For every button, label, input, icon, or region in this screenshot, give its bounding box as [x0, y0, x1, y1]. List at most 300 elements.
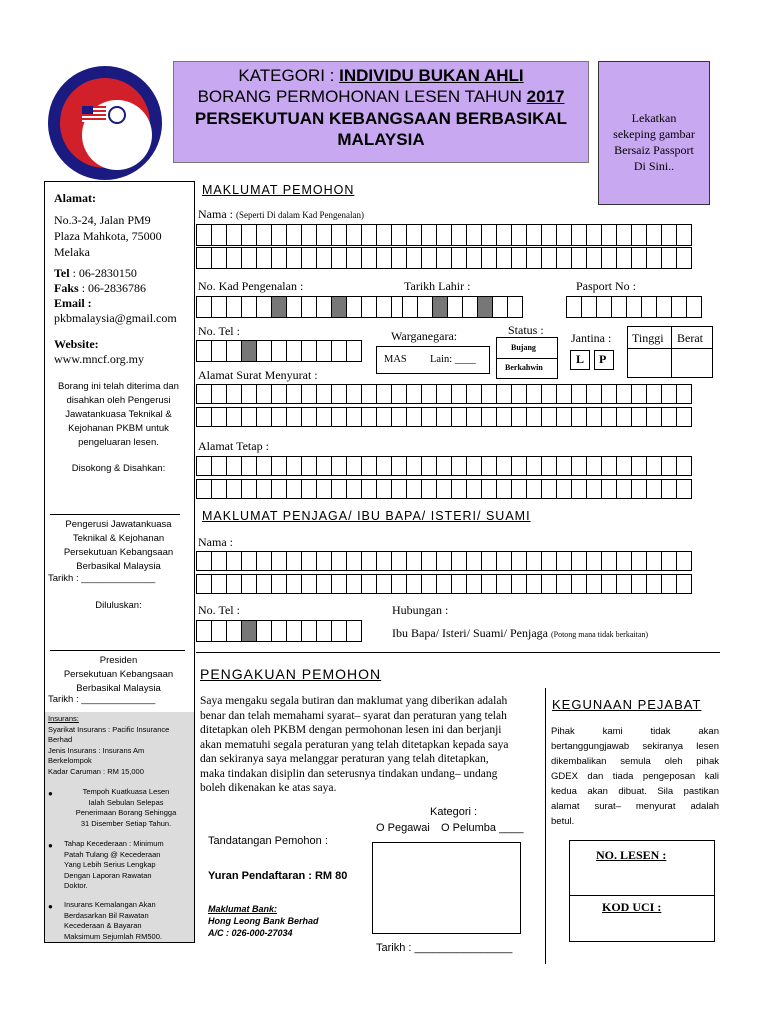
input-cell[interactable] [676, 407, 692, 427]
input-cell[interactable] [631, 224, 647, 246]
input-cell[interactable] [646, 479, 662, 499]
input-cell[interactable] [596, 296, 612, 318]
input-cell[interactable] [316, 384, 332, 404]
input-cell[interactable] [286, 574, 302, 594]
input-cell[interactable] [541, 224, 557, 246]
input-cell[interactable] [241, 551, 257, 571]
input-cell[interactable] [406, 574, 422, 594]
penjaga-nama-row1[interactable] [196, 551, 691, 571]
input-cell[interactable] [661, 247, 677, 269]
input-cell[interactable] [271, 574, 287, 594]
passport-input[interactable] [566, 296, 701, 318]
input-cell[interactable] [226, 384, 242, 404]
input-cell[interactable] [421, 574, 437, 594]
input-cell[interactable] [451, 384, 467, 404]
input-cell[interactable] [256, 479, 272, 499]
input-cell[interactable] [226, 340, 242, 362]
input-cell[interactable] [241, 456, 257, 476]
input-cell[interactable] [361, 479, 377, 499]
input-cell[interactable] [316, 479, 332, 499]
input-cell[interactable] [241, 384, 257, 404]
input-cell[interactable] [646, 407, 662, 427]
input-cell[interactable] [526, 574, 542, 594]
input-cell[interactable] [286, 247, 302, 269]
input-cell[interactable] [406, 479, 422, 499]
input-cell[interactable] [256, 551, 272, 571]
input-cell[interactable] [361, 296, 377, 318]
input-cell[interactable] [616, 384, 632, 404]
input-cell[interactable] [526, 407, 542, 427]
input-cell[interactable] [406, 224, 422, 246]
input-cell[interactable] [676, 456, 692, 476]
warga-mas[interactable]: MAS [384, 354, 407, 365]
input-cell[interactable] [646, 224, 662, 246]
input-cell[interactable] [686, 296, 702, 318]
input-cell[interactable] [586, 551, 602, 571]
ic-input[interactable] [196, 296, 406, 318]
input-cell[interactable] [481, 384, 497, 404]
input-cell[interactable] [331, 479, 347, 499]
input-cell[interactable] [211, 247, 227, 269]
input-cell[interactable] [496, 479, 512, 499]
input-cell[interactable] [196, 247, 212, 269]
status-bujang[interactable]: Bujang [511, 343, 536, 352]
input-cell[interactable] [376, 384, 392, 404]
input-cell[interactable] [346, 340, 362, 362]
input-cell[interactable] [421, 224, 437, 246]
input-cell[interactable] [211, 384, 227, 404]
input-cell[interactable] [526, 456, 542, 476]
input-cell[interactable] [196, 551, 212, 571]
input-cell[interactable] [616, 551, 632, 571]
penjaga-nama-row2[interactable] [196, 574, 691, 594]
input-cell[interactable] [676, 479, 692, 499]
input-cell[interactable] [391, 551, 407, 571]
input-cell[interactable] [391, 456, 407, 476]
input-cell[interactable] [241, 224, 257, 246]
input-cell[interactable] [241, 479, 257, 499]
input-cell[interactable] [301, 407, 317, 427]
input-cell[interactable] [451, 224, 467, 246]
input-cell[interactable] [196, 296, 212, 318]
input-cell[interactable] [676, 574, 692, 594]
input-cell[interactable] [211, 407, 227, 427]
input-cell[interactable] [361, 456, 377, 476]
input-cell[interactable] [301, 296, 317, 318]
input-cell[interactable] [226, 574, 242, 594]
input-cell[interactable] [451, 551, 467, 571]
input-cell[interactable] [361, 551, 377, 571]
input-cell[interactable] [466, 479, 482, 499]
input-cell[interactable] [316, 620, 332, 642]
input-cell[interactable] [481, 456, 497, 476]
input-cell[interactable] [541, 407, 557, 427]
input-cell[interactable] [631, 384, 647, 404]
input-cell[interactable] [616, 479, 632, 499]
input-cell[interactable] [466, 456, 482, 476]
input-cell[interactable] [376, 479, 392, 499]
input-cell[interactable] [626, 296, 642, 318]
input-cell[interactable] [241, 247, 257, 269]
input-cell[interactable] [526, 384, 542, 404]
input-cell[interactable] [346, 296, 362, 318]
input-cell[interactable] [331, 407, 347, 427]
input-cell[interactable] [496, 384, 512, 404]
input-cell[interactable] [451, 574, 467, 594]
input-cell[interactable] [391, 224, 407, 246]
input-cell[interactable] [661, 479, 677, 499]
input-cell[interactable] [361, 574, 377, 594]
input-cell[interactable] [196, 574, 212, 594]
nama-row2[interactable] [196, 247, 691, 269]
input-cell[interactable] [301, 479, 317, 499]
input-cell[interactable] [316, 456, 332, 476]
input-cell[interactable] [346, 224, 362, 246]
input-cell[interactable] [541, 574, 557, 594]
input-cell[interactable] [526, 247, 542, 269]
alamat-tetap-row2[interactable] [196, 479, 691, 499]
input-cell[interactable] [301, 224, 317, 246]
website-value[interactable]: www.mncf.org.my [54, 352, 144, 366]
input-cell[interactable] [271, 407, 287, 427]
input-cell[interactable] [421, 456, 437, 476]
input-cell[interactable] [646, 384, 662, 404]
input-cell[interactable] [286, 340, 302, 362]
input-cell[interactable] [481, 247, 497, 269]
input-cell[interactable] [346, 551, 362, 571]
input-cell[interactable] [346, 247, 362, 269]
input-cell[interactable] [391, 479, 407, 499]
input-cell[interactable] [656, 296, 672, 318]
input-cell[interactable] [611, 296, 627, 318]
input-cell[interactable] [421, 384, 437, 404]
input-cell[interactable] [631, 479, 647, 499]
input-cell[interactable] [331, 574, 347, 594]
input-cell[interactable] [481, 574, 497, 594]
input-cell[interactable] [376, 247, 392, 269]
input-cell[interactable] [211, 340, 227, 362]
input-cell[interactable] [286, 551, 302, 571]
input-cell[interactable] [421, 407, 437, 427]
input-cell[interactable] [601, 384, 617, 404]
input-cell[interactable] [526, 224, 542, 246]
input-cell[interactable] [256, 224, 272, 246]
signature-box[interactable] [372, 842, 521, 934]
input-cell[interactable] [481, 551, 497, 571]
input-cell[interactable] [496, 456, 512, 476]
alamat-surat-row1[interactable] [196, 384, 691, 404]
input-cell[interactable] [566, 296, 582, 318]
input-cell[interactable] [466, 384, 482, 404]
input-cell[interactable] [391, 247, 407, 269]
input-cell[interactable] [481, 479, 497, 499]
input-cell[interactable] [586, 574, 602, 594]
input-cell[interactable] [511, 456, 527, 476]
input-cell[interactable] [616, 247, 632, 269]
input-cell[interactable] [331, 340, 347, 362]
input-cell[interactable] [241, 296, 257, 318]
input-cell[interactable] [331, 551, 347, 571]
input-cell[interactable] [571, 224, 587, 246]
hubungan-row[interactable] [392, 626, 648, 641]
input-cell[interactable] [271, 296, 287, 318]
input-cell[interactable] [601, 407, 617, 427]
input-cell[interactable] [196, 384, 212, 404]
input-cell[interactable] [316, 296, 332, 318]
input-cell[interactable] [226, 620, 242, 642]
input-cell[interactable] [571, 407, 587, 427]
dob-input[interactable] [402, 296, 522, 318]
input-cell[interactable] [661, 456, 677, 476]
input-cell[interactable] [316, 224, 332, 246]
input-cell[interactable] [436, 407, 452, 427]
input-cell[interactable] [586, 384, 602, 404]
input-cell[interactable] [241, 574, 257, 594]
input-cell[interactable] [466, 224, 482, 246]
input-cell[interactable] [631, 574, 647, 594]
input-cell[interactable] [361, 407, 377, 427]
input-cell[interactable] [211, 479, 227, 499]
input-cell[interactable] [406, 551, 422, 571]
input-cell[interactable] [451, 456, 467, 476]
input-cell[interactable] [346, 456, 362, 476]
input-cell[interactable] [271, 247, 287, 269]
input-cell[interactable] [301, 247, 317, 269]
input-cell[interactable] [376, 551, 392, 571]
nama-row1[interactable] [196, 224, 691, 246]
input-cell[interactable] [496, 224, 512, 246]
input-cell[interactable] [211, 551, 227, 571]
input-cell[interactable] [451, 247, 467, 269]
input-cell[interactable] [496, 551, 512, 571]
input-cell[interactable] [436, 456, 452, 476]
input-cell[interactable] [286, 296, 302, 318]
input-cell[interactable] [616, 224, 632, 246]
input-cell[interactable] [316, 407, 332, 427]
input-cell[interactable] [301, 551, 317, 571]
input-cell[interactable] [421, 551, 437, 571]
input-cell[interactable] [402, 296, 418, 318]
input-cell[interactable] [586, 479, 602, 499]
input-cell[interactable] [436, 384, 452, 404]
input-cell[interactable] [256, 247, 272, 269]
input-cell[interactable] [462, 296, 478, 318]
input-cell[interactable] [676, 384, 692, 404]
input-cell[interactable] [511, 551, 527, 571]
input-cell[interactable] [286, 384, 302, 404]
input-cell[interactable] [196, 407, 212, 427]
input-cell[interactable] [571, 456, 587, 476]
input-cell[interactable] [376, 574, 392, 594]
radio-pelumba[interactable]: O Pelumba ____ [441, 822, 524, 834]
input-cell[interactable] [661, 224, 677, 246]
input-cell[interactable] [286, 224, 302, 246]
input-cell[interactable] [496, 247, 512, 269]
input-cell[interactable] [301, 340, 317, 362]
input-cell[interactable] [196, 479, 212, 499]
alamat-surat-row2[interactable] [196, 407, 691, 427]
input-cell[interactable] [406, 456, 422, 476]
input-cell[interactable] [481, 224, 497, 246]
input-cell[interactable] [556, 247, 572, 269]
tarikh1[interactable]: Tarikh : ______________ [48, 573, 156, 584]
input-cell[interactable] [196, 620, 212, 642]
input-cell[interactable] [226, 296, 242, 318]
input-cell[interactable] [406, 247, 422, 269]
input-cell[interactable] [301, 456, 317, 476]
input-cell[interactable] [256, 574, 272, 594]
input-cell[interactable] [331, 247, 347, 269]
alamat-tetap-row1[interactable] [196, 456, 691, 476]
input-cell[interactable] [256, 384, 272, 404]
input-cell[interactable] [226, 224, 242, 246]
input-cell[interactable] [601, 574, 617, 594]
input-cell[interactable] [331, 456, 347, 476]
input-cell[interactable] [256, 340, 272, 362]
input-cell[interactable] [676, 224, 692, 246]
input-cell[interactable] [556, 384, 572, 404]
input-cell[interactable] [211, 574, 227, 594]
input-cell[interactable] [346, 574, 362, 594]
input-cell[interactable] [391, 407, 407, 427]
input-cell[interactable] [376, 296, 392, 318]
input-cell[interactable] [271, 456, 287, 476]
input-cell[interactable] [661, 574, 677, 594]
input-cell[interactable] [436, 574, 452, 594]
input-cell[interactable] [481, 407, 497, 427]
input-cell[interactable] [507, 296, 523, 318]
input-cell[interactable] [571, 384, 587, 404]
input-cell[interactable] [211, 296, 227, 318]
input-cell[interactable] [406, 384, 422, 404]
input-cell[interactable] [466, 574, 482, 594]
input-cell[interactable] [391, 384, 407, 404]
input-cell[interactable] [271, 620, 287, 642]
input-cell[interactable] [661, 407, 677, 427]
input-cell[interactable] [226, 247, 242, 269]
input-cell[interactable] [556, 574, 572, 594]
input-cell[interactable] [447, 296, 463, 318]
input-cell[interactable] [641, 296, 657, 318]
input-cell[interactable] [477, 296, 493, 318]
tel-input[interactable] [196, 340, 361, 362]
input-cell[interactable] [616, 456, 632, 476]
radio-pegawai[interactable]: O Pegawai [376, 822, 430, 834]
input-cell[interactable] [556, 456, 572, 476]
input-cell[interactable] [376, 224, 392, 246]
input-cell[interactable] [496, 574, 512, 594]
input-cell[interactable] [226, 479, 242, 499]
input-cell[interactable] [466, 247, 482, 269]
input-cell[interactable] [346, 384, 362, 404]
input-cell[interactable] [661, 384, 677, 404]
input-cell[interactable] [241, 620, 257, 642]
input-cell[interactable] [432, 296, 448, 318]
input-cell[interactable] [421, 247, 437, 269]
input-cell[interactable] [211, 620, 227, 642]
input-cell[interactable] [661, 551, 677, 571]
input-cell[interactable] [556, 224, 572, 246]
input-cell[interactable] [466, 407, 482, 427]
input-cell[interactable] [241, 340, 257, 362]
input-cell[interactable] [346, 407, 362, 427]
input-cell[interactable] [196, 456, 212, 476]
input-cell[interactable] [331, 384, 347, 404]
tarikh-pemohon[interactable]: Tarikh : ________________ [376, 942, 513, 954]
input-cell[interactable] [226, 407, 242, 427]
warga-lain[interactable]: Lain: ____ [430, 354, 476, 365]
input-cell[interactable] [541, 247, 557, 269]
input-cell[interactable] [361, 247, 377, 269]
input-cell[interactable] [511, 384, 527, 404]
input-cell[interactable] [601, 551, 617, 571]
input-cell[interactable] [601, 224, 617, 246]
input-cell[interactable] [346, 479, 362, 499]
email-value[interactable]: pkbmalaysia@gmail.com [54, 311, 177, 325]
input-cell[interactable] [556, 479, 572, 499]
input-cell[interactable] [631, 247, 647, 269]
input-cell[interactable] [241, 407, 257, 427]
input-cell[interactable] [541, 479, 557, 499]
input-cell[interactable] [417, 296, 433, 318]
input-cell[interactable] [631, 456, 647, 476]
input-cell[interactable] [226, 456, 242, 476]
input-cell[interactable] [286, 407, 302, 427]
input-cell[interactable] [436, 551, 452, 571]
input-cell[interactable] [586, 224, 602, 246]
input-cell[interactable] [256, 296, 272, 318]
input-cell[interactable] [631, 551, 647, 571]
input-cell[interactable] [616, 407, 632, 427]
photo-box[interactable] [598, 61, 710, 205]
input-cell[interactable] [256, 407, 272, 427]
input-cell[interactable] [616, 574, 632, 594]
input-cell[interactable] [271, 224, 287, 246]
input-cell[interactable] [601, 456, 617, 476]
input-cell[interactable] [496, 407, 512, 427]
input-cell[interactable] [466, 551, 482, 571]
input-cell[interactable] [511, 224, 527, 246]
input-cell[interactable] [671, 296, 687, 318]
input-cell[interactable] [406, 407, 422, 427]
input-cell[interactable] [492, 296, 508, 318]
input-cell[interactable] [301, 574, 317, 594]
status-berkahwin[interactable]: Berkahwin [505, 363, 543, 372]
input-cell[interactable] [451, 479, 467, 499]
input-cell[interactable] [286, 456, 302, 476]
input-cell[interactable] [211, 224, 227, 246]
input-cell[interactable] [541, 551, 557, 571]
input-cell[interactable] [541, 384, 557, 404]
input-cell[interactable] [646, 574, 662, 594]
input-cell[interactable] [256, 620, 272, 642]
input-cell[interactable] [361, 384, 377, 404]
input-cell[interactable] [511, 407, 527, 427]
input-cell[interactable] [196, 340, 212, 362]
input-cell[interactable] [436, 247, 452, 269]
input-cell[interactable] [451, 407, 467, 427]
input-cell[interactable] [436, 479, 452, 499]
input-cell[interactable] [391, 574, 407, 594]
penjaga-tel-input[interactable] [196, 620, 361, 642]
input-cell[interactable] [271, 340, 287, 362]
input-cell[interactable] [601, 479, 617, 499]
input-cell[interactable] [556, 551, 572, 571]
input-cell[interactable] [196, 224, 212, 246]
input-cell[interactable] [676, 551, 692, 571]
input-cell[interactable] [316, 574, 332, 594]
input-cell[interactable] [571, 247, 587, 269]
